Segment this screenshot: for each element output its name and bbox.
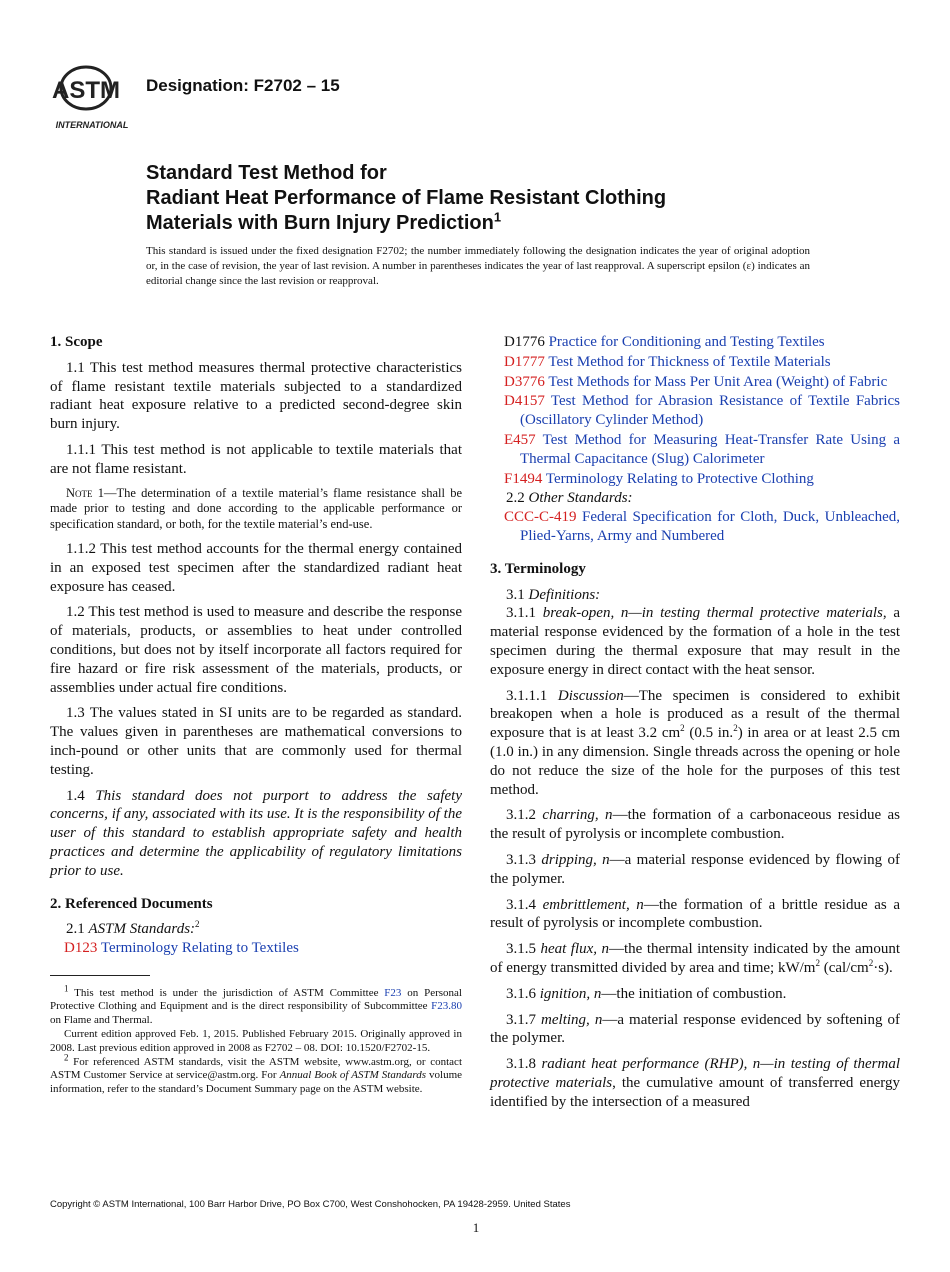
title-line-2: Radiant Heat Performance of Flame Resistant Clothing	[146, 187, 667, 209]
designation: Designation: F2702 – 15	[146, 76, 340, 95]
section-3-1-text: Definitions:	[528, 586, 601, 603]
definition-text: —the formation of a brittle residue as a result of pyrolysis or incomplete combustion.	[490, 896, 901, 932]
reference-title-link[interactable]: Terminology Relating to Textiles	[100, 940, 299, 957]
title-line-3-text: Materials with Burn Injury Prediction	[146, 212, 494, 234]
definition-term: Discussion	[557, 687, 624, 704]
preamble: This standard is issued under the fixed designation F2702; the number immediately following the designation indicates the year of original adoption or, in the case of revision, the year of last revision. A number in parentheses indicates the year of last reapproval. A superscript epsilon (ε) indicates an editorial change since the last revision or reapproval.	[146, 245, 810, 287]
definition-3-1-2	[490, 806, 900, 844]
definition-text: ·s).	[873, 959, 893, 976]
footnote-mark: 1	[64, 983, 69, 994]
definition-number: 3.1.1.1	[506, 687, 548, 704]
footnote-text: on Personal Protective Clothing and Equipment and is the direct responsibility of Subcommittee	[50, 987, 462, 1013]
note-1	[50, 486, 462, 533]
definition-text: —a material response evidenced by softening of the polymer.	[490, 1011, 901, 1047]
section-2-2-number: 2.2	[506, 490, 525, 507]
definition-text: (cal/cm	[819, 959, 869, 976]
referenced-documents-heading: 2. Referenced Documents	[50, 895, 213, 912]
definition-3-1-1-1	[490, 687, 900, 800]
definition-number: 3.1.5	[506, 941, 536, 958]
definition-text: ) in area or at least 2.5 cm (1.0 in.) in any dimension. Single threads across the opening or hole do not reduce the size of the hole for the purposes of this test method.	[490, 725, 900, 798]
subcommittee-link[interactable]: F23.80	[431, 1000, 462, 1013]
definition-3-1-5	[490, 940, 900, 978]
section-2-2	[490, 489, 900, 508]
section-3-1-number: 3.1	[506, 586, 525, 603]
section-1-4-number: 1.4	[66, 787, 85, 804]
svg-text:INTERNATIONAL: INTERNATIONAL	[55, 120, 129, 130]
footnote-text: Annual Book of ASTM Standards	[279, 1069, 427, 1082]
reference-title-link[interactable]: Practice for Conditioning and Testing Textiles	[548, 334, 825, 350]
committee-link[interactable]: F23	[384, 987, 402, 999]
definition-text: (0.5 in.	[684, 725, 734, 742]
footnote-mark: 2	[64, 1052, 69, 1063]
svg-text:ASTM: ASTM	[52, 77, 120, 104]
section-1-2: 1.2 This test method is used to measure and describe the response of materials, products, or assemblies to heat under controlled conditions, but does not by itself incorporate all factors required for fire hazard or fire risk assessment of the materials, products, or assemblies under actual fire conditions.	[50, 604, 462, 696]
definition-3-1-7	[490, 1011, 900, 1049]
section-2-1-text: ASTM Standards:	[88, 921, 196, 938]
reference-item	[490, 470, 900, 489]
definition-3-1-3	[490, 851, 900, 889]
footnote-text: volume information, refer to the standard’s Document Summary page on the ASTM website.	[50, 1069, 463, 1095]
definition-number: 3.1.6	[506, 985, 536, 1002]
superscript: 2	[815, 957, 820, 968]
reference-list	[490, 333, 900, 488]
definition-text: —The specimen is considered to exhibit breakopen when a hole is produced as a result of the thermal exposure that is at least 3.2 cm	[490, 687, 900, 742]
title-footnote-mark: 1	[493, 209, 502, 225]
reference-code-link[interactable]: F1494	[504, 470, 543, 487]
reference-title-link[interactable]: Test Method for Abrasion Resistance of Textile Fabrics (Oscillatory Cylinder Method)	[520, 393, 900, 429]
section-1-1: 1.1 This test method measures thermal protective characteristics of flame resistant textile materials subjected to a standardized radiant heat exposure relative to a predicted second-degree skin burn injury.	[50, 359, 462, 433]
footnote-text: on Flame and Thermal.	[50, 1013, 153, 1026]
reference-title-link[interactable]: Federal Specification for Cloth, Duck, Unbleached, Plied-Yarns, Army and Numbered	[520, 509, 900, 544]
reference-item	[490, 392, 900, 430]
reference-code-link[interactable]: E457	[504, 431, 536, 448]
superscript: 2	[733, 723, 738, 734]
section-3-1	[490, 586, 900, 605]
section-2-2-text: Other Standards:	[528, 490, 633, 507]
definition-term: ignition, n	[539, 985, 602, 1002]
section-1-4	[50, 787, 462, 881]
superscript: 2	[680, 723, 685, 734]
definition-number: 3.1.7	[506, 1011, 536, 1028]
reference-item	[490, 353, 900, 372]
definition-text: , the cumulative amount of transferred energy identified by the intersection of a measured	[490, 1074, 900, 1110]
definition-number: 3.1.1	[506, 605, 536, 622]
section-2-1-footnote-mark: 2	[195, 919, 200, 930]
definition-text: —a material response evidenced by flowing of the polymer.	[490, 851, 900, 887]
footnote-text: This test method is under the jurisdiction of ASTM Committee	[68, 987, 385, 999]
definition-term: charring, n	[542, 807, 613, 824]
section-2-1	[50, 920, 462, 939]
page-number: 1	[472, 1220, 480, 1235]
copyright: Copyright © ASTM International, 100 Barr Harbor Drive, PO Box C700, West Conshohocken, PA 19428-2959. United States	[50, 1199, 571, 1210]
reference-item	[490, 431, 900, 469]
reference-code-link[interactable]: D123	[64, 940, 98, 957]
definition-3-1-8	[490, 1055, 900, 1111]
definition-text: —the initiation of combustion.	[601, 985, 787, 1002]
document-title	[146, 161, 886, 236]
reference-code-link[interactable]: D4157	[504, 393, 545, 410]
footnotes	[50, 983, 463, 1097]
reference-item	[490, 333, 900, 352]
scope-heading: 1. Scope	[50, 334, 103, 350]
definition-3-1-6	[490, 985, 900, 1004]
reference-title-link[interactable]: Test Method for Measuring Heat-Transfer Rate Using a Thermal Capacitance (Slug) Calorimeter	[520, 431, 901, 467]
definition-text: , a material response evidenced by the formation of a hole in the test specimen during the thermal exposure that may result in the exposure energy in direct contact with the heat sensor.	[490, 605, 901, 678]
definition-term: break-open, n—in testing thermal protective materials	[542, 605, 883, 622]
definition-text: —the formation of a carbonaceous residue as the result of pyrolysis or incomplete combustion.	[490, 807, 901, 843]
reference-code-link[interactable]: D1776	[504, 334, 545, 350]
title-line-3	[146, 211, 886, 236]
definition-number: 3.1.3	[506, 851, 536, 868]
reference-d123	[50, 939, 462, 958]
definition-term: radiant heat performance (RHP), n—in testing of thermal protective materials	[490, 1056, 900, 1091]
definition-term: dripping, n	[541, 851, 610, 868]
section-1-4-text: This standard does not purport to address the safety concerns, if any, associated with its use. It is the responsibility of the user of this standard to establish appropriate safety and health practices and determine the applicability of regulatory limitations prior to use.	[50, 787, 463, 879]
reference-code-link[interactable]: CCC-C-419	[504, 509, 577, 526]
definition-term: embrittlement, n	[542, 896, 644, 913]
section-1-3: 1.3 The values stated in SI units are to be regarded as standard. The values given in parentheses are mathematical conversions to inch-pound or other units that are commonly used for thermal testing.	[50, 705, 462, 778]
note-1-label: Note 1	[66, 485, 104, 500]
footnote-1	[50, 983, 462, 1027]
definition-3-1-4	[490, 896, 900, 934]
footnote-2	[50, 1052, 463, 1096]
note-1-text: —The determination of a textile material’s flame resistance shall be made prior to testing and done according to the applicable performance or specification standard, or both, for the textile material’s end-use.	[50, 485, 462, 531]
right-column	[490, 333, 900, 1118]
section-1-1-1: 1.1.1 This test method is not applicable to textile materials that are not flame resistant.	[50, 441, 462, 477]
reference-code-link[interactable]: D1777	[504, 353, 545, 370]
footnote-text: For referenced ASTM standards, visit the ASTM website, www.astm.org, or contact ASTM Customer Service at service@astm.org. For	[50, 1056, 462, 1082]
superscript: 2	[868, 957, 874, 968]
astm-logo	[50, 62, 134, 132]
footnote-edition: Current edition approved Feb. 1, 2015. Published February 2015. Originally approved in 2008. Last previous edition approved in 2008 as F2702 – 08. DOI: 10.1520/F2702-15.	[50, 1028, 462, 1054]
reference-title-link[interactable]: Terminology Relating to Protective Clothing	[545, 470, 814, 487]
left-column	[50, 333, 462, 959]
definition-text: —the thermal intensity indicated by the amount of energy transmitted divided by area and time; kW/m	[490, 941, 900, 976]
title-line-1: Standard Test Method for	[146, 162, 387, 184]
footnote-divider	[50, 975, 150, 976]
reference-title-link[interactable]: Test Method for Thickness of Textile Materials	[548, 353, 831, 370]
definition-number: 3.1.2	[506, 807, 536, 824]
reference-item	[490, 373, 900, 392]
definition-number: 3.1.8	[506, 1056, 536, 1073]
definition-term: melting, n	[541, 1011, 603, 1028]
section-1-1-2: 1.1.2 This test method accounts for the thermal energy contained in an exposed test specimen after the standardized radiant heat exposure has ceased.	[50, 541, 462, 595]
reference-ccc-c-419	[490, 508, 900, 546]
definition-3-1-1	[490, 604, 900, 679]
definition-number: 3.1.4	[506, 896, 536, 913]
definition-term: heat flux, n	[540, 941, 610, 958]
terminology-heading: 3. Terminology	[490, 560, 586, 577]
reference-title-link[interactable]: Test Methods for Mass Per Unit Area (Weight) of Fabric	[548, 373, 888, 390]
section-2-1-number: 2.1	[66, 921, 85, 938]
reference-code-link[interactable]: D3776	[504, 373, 545, 390]
